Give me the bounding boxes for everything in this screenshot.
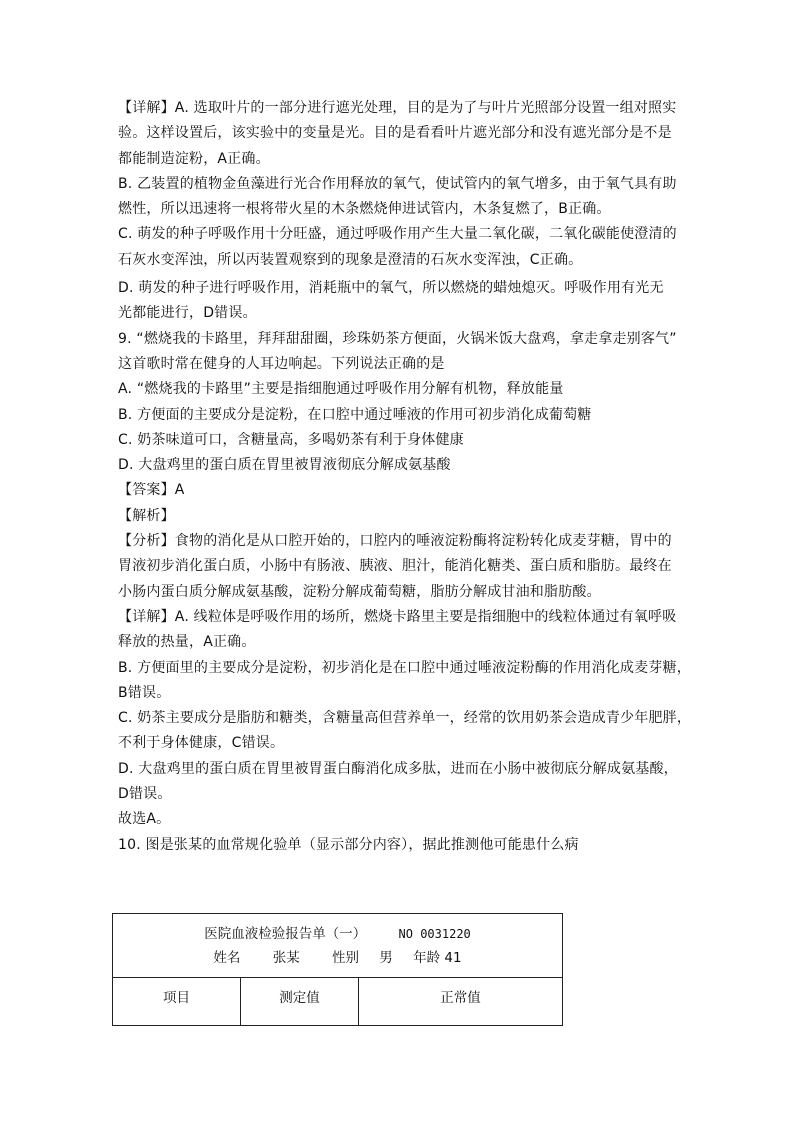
- answer: 【答案】A: [118, 482, 185, 499]
- report-number: NO 0031220: [398, 926, 471, 941]
- sex-label: 性别: [332, 949, 359, 966]
- text-line: 【详解】A. 选取叶片的一部分进行遮光处理，目的是为了与叶片光照部分设置一组对照实: [118, 100, 677, 116]
- question-10-stem: 10. 图是张某的血常规化验单（显示部分内容），据此推测他可能患什么病: [118, 836, 579, 853]
- question-9-stem: 9. “燃烧我的卡路里，拜拜甜甜圈，珍珠奶茶方便面，火锅米饭大盘鸡，拿走拿走别客气”: [118, 330, 677, 347]
- blood-report-table: [112, 913, 563, 1026]
- text-line: D错误。: [118, 786, 172, 803]
- name-label: 姓名: [213, 949, 241, 966]
- text-line: D. 萌发的种子进行呼吸作用，消耗瓶中的氧气，所以燃烧的蜡烛熄灭。呼吸作用有光无: [118, 280, 664, 297]
- text-line: B. 方便面里的主要成分是淀粉，初步消化是在口腔中通过唾液淀粉酶的作用消化成麦芽糖，: [118, 659, 691, 676]
- text-line: 验。这样设置后，该实验中的变量是光。目的是看看叶片遮光部分和没有遮光部分是不是: [118, 125, 672, 142]
- option-d: D. 大盘鸡里的蛋白质在胃里被胃液彻底分解成氨基酸: [118, 457, 451, 474]
- name-value: 张某: [272, 949, 300, 966]
- option-a: A. “燃烧我的卡路里”主要是指细胞通过呼吸作用分解有机物，释放能量: [118, 381, 564, 398]
- column-header-measured: 测定值: [241, 978, 359, 1026]
- option-c: C. 奶茶味道可口，含糖量高，多喝奶茶有利于身体健康: [118, 431, 464, 448]
- text-line: 都能制造淀粉，A正确。: [118, 150, 270, 167]
- text-line: 故选A。: [118, 811, 171, 828]
- text-line: C. 奶茶主要成分是脂肪和糖类，含糖量高但营养单一，经常的饮用奶茶会造成青少年肥胖，: [118, 710, 692, 727]
- age-value: 41: [444, 949, 462, 966]
- text-line: 不利于身体健康，C错误。: [118, 735, 285, 752]
- text-line: 释放的热量，A正确。: [118, 634, 256, 651]
- text-line: 小肠内蛋白质分解成氨基酸，淀粉分解成葡萄糖，脂肪分解成甘油和脂肪酸。: [118, 583, 601, 600]
- text-line: C. 萌发的种子呼吸作用十分旺盛，通过呼吸作用产生大量二氧化碳，二氧化碳能使澄清的: [118, 226, 677, 243]
- text-line: 【分析】食物的消化是从口腔开始的，口腔内的唾液淀粉酶将淀粉转化成麦芽糖，胃中的: [118, 533, 672, 550]
- text-line: 【详解】A. 线粒体是呼吸作用的场所，燃烧卡路里主要是指细胞中的线粒体通过有氧呼吸: [118, 608, 677, 625]
- age-label: 年龄: [413, 949, 441, 966]
- column-header-item: 项目: [113, 978, 241, 1026]
- column-header-normal: 正常值: [359, 978, 563, 1026]
- sex-value: 男: [379, 949, 393, 966]
- text-line: 光都能进行，D错误。: [118, 305, 257, 322]
- text-line: 燃性，所以迅速将一根将带火星的木条燃烧伸进试管内，木条复燃了，B正确。: [118, 201, 611, 218]
- text-line: D. 大盘鸡里的蛋白质在胃里被胃蛋白酶消化成多肽，进而在小肠中被彻底分解成氨基酸，: [118, 760, 678, 777]
- question-9-stem: 这首歌时常在健身的人耳边响起。下列说法正确的是: [118, 355, 445, 372]
- text-line: B. 乙装置的植物金鱼藻进行光合作用释放的氧气，使试管内的氧气增多，由于氧气具有助: [118, 175, 677, 192]
- text-line: 石灰水变浑浊，所以丙装置观察到的现象是澄清的石灰水变浑浊，C正确。: [118, 251, 583, 268]
- report-header: [113, 914, 563, 978]
- text-line: B错误。: [118, 684, 171, 701]
- document-body: [118, 96, 698, 858]
- report-title: 医院血液检验报告单（一）: [204, 925, 367, 942]
- option-b: B. 方便面的主要成分是淀粉，在口腔中通过唾液的作用可初步消化成葡萄糖: [118, 406, 592, 423]
- analysis-heading: 【解析】: [118, 507, 175, 524]
- text-line: 胃液初步消化蛋白质，小肠中有肠液、胰液、胆汁，能消化糖类、蛋白质和脂肪。最终在: [118, 558, 672, 575]
